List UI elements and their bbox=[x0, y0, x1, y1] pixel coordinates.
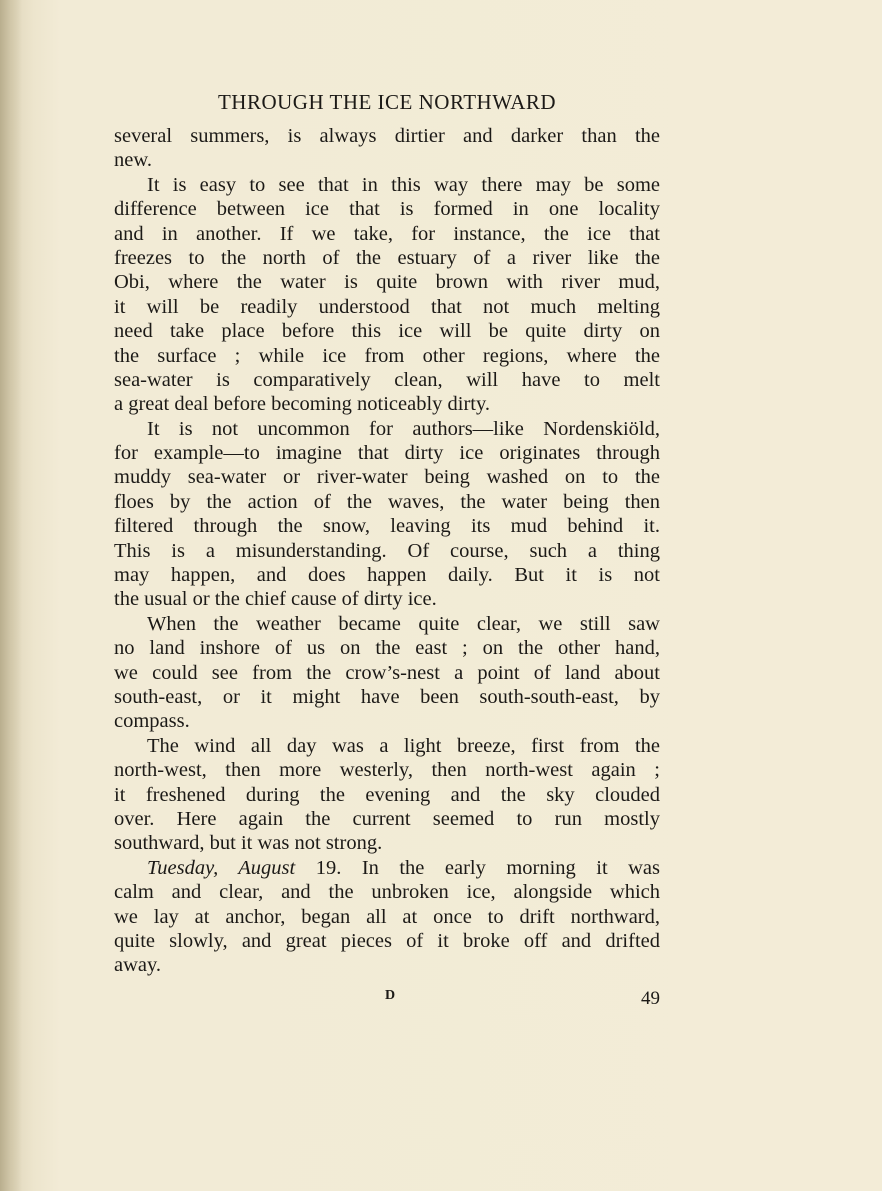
page-spine-shadow bbox=[0, 0, 22, 1191]
text-line: it will be readily understood that not much melting bbox=[114, 295, 660, 318]
text-line: several summers, is always dirtier and darker than the bbox=[114, 125, 660, 147]
date-heading: Tuesday, August bbox=[147, 856, 296, 879]
text-line: quite slowly, and great pieces of it broke off and drifted bbox=[114, 929, 660, 952]
text-line: for example—to imagine that dirty ice originates through bbox=[114, 442, 660, 465]
body-text bbox=[114, 124, 660, 978]
text-line: over. Here again the current seemed to run mostly bbox=[114, 807, 660, 830]
text-line: freezes to the north of the estuary of a river like the bbox=[114, 246, 660, 269]
text-line: it freshened during the evening and the sky clouded bbox=[114, 783, 660, 806]
running-header: THROUGH THE ICE NORTHWARD bbox=[217, 90, 557, 114]
text-run: 19. In the early morning it was bbox=[295, 856, 661, 879]
text-line: When the weather became quite clear, we still saw bbox=[147, 612, 660, 635]
text-line: difference between ice that is formed in one locality bbox=[114, 198, 660, 221]
text-line: away. bbox=[114, 954, 162, 977]
text-line: sea-water is comparatively clean, will have to melt bbox=[114, 368, 660, 391]
page-footer bbox=[114, 988, 660, 1014]
text-line: we lay at anchor, began all at once to drift northward, bbox=[114, 905, 660, 928]
text-line: floes by the action of the waves, the water being then bbox=[114, 490, 660, 513]
text-line: It is not uncommon for authors—like Nordenskiöld, bbox=[147, 417, 660, 440]
text-line: It is easy to see that in this way there may be some bbox=[147, 173, 660, 196]
text-line: muddy sea-water or river-water being washed on to the bbox=[114, 466, 660, 489]
text-line: Obi, where the water is quite brown with river mud, bbox=[114, 271, 660, 294]
text-line: may happen, and does happen daily. But it is not bbox=[114, 564, 660, 587]
text-line: filtered through the snow, leaving its mud behind it. bbox=[114, 515, 660, 538]
text-line: new. bbox=[114, 149, 152, 172]
text-line-dated bbox=[114, 856, 660, 880]
text-line: we could see from the crow’s-nest a point of land about bbox=[114, 661, 660, 684]
text-line: This is a misunderstanding. Of course, such a thing bbox=[114, 539, 660, 562]
text-line: no land inshore of us on the east ; on the other hand, bbox=[114, 637, 660, 660]
text-line: a great deal before becoming noticeably dirty. bbox=[114, 393, 491, 416]
signature-mark: D bbox=[385, 988, 397, 1003]
page-number: 49 bbox=[641, 988, 660, 1009]
text-line: north-west, then more westerly, then north-west again ; bbox=[114, 759, 660, 782]
text-line: need take place before this ice will be quite dirty on bbox=[114, 320, 660, 343]
text-line: The wind all day was a light breeze, first from the bbox=[147, 734, 660, 757]
text-line: south-east, or it might have been south-south-east, by bbox=[114, 685, 660, 708]
text-line: compass. bbox=[114, 710, 190, 733]
text-line: the usual or the chief cause of dirty ice. bbox=[114, 588, 437, 611]
text-line: calm and clear, and the unbroken ice, alongside which bbox=[114, 881, 660, 904]
text-line: and in another. If we take, for instance, the ice that bbox=[114, 222, 660, 245]
text-line: southward, but it was not strong. bbox=[114, 832, 383, 855]
text-line: the surface ; while ice from other regions, where the bbox=[114, 344, 660, 367]
